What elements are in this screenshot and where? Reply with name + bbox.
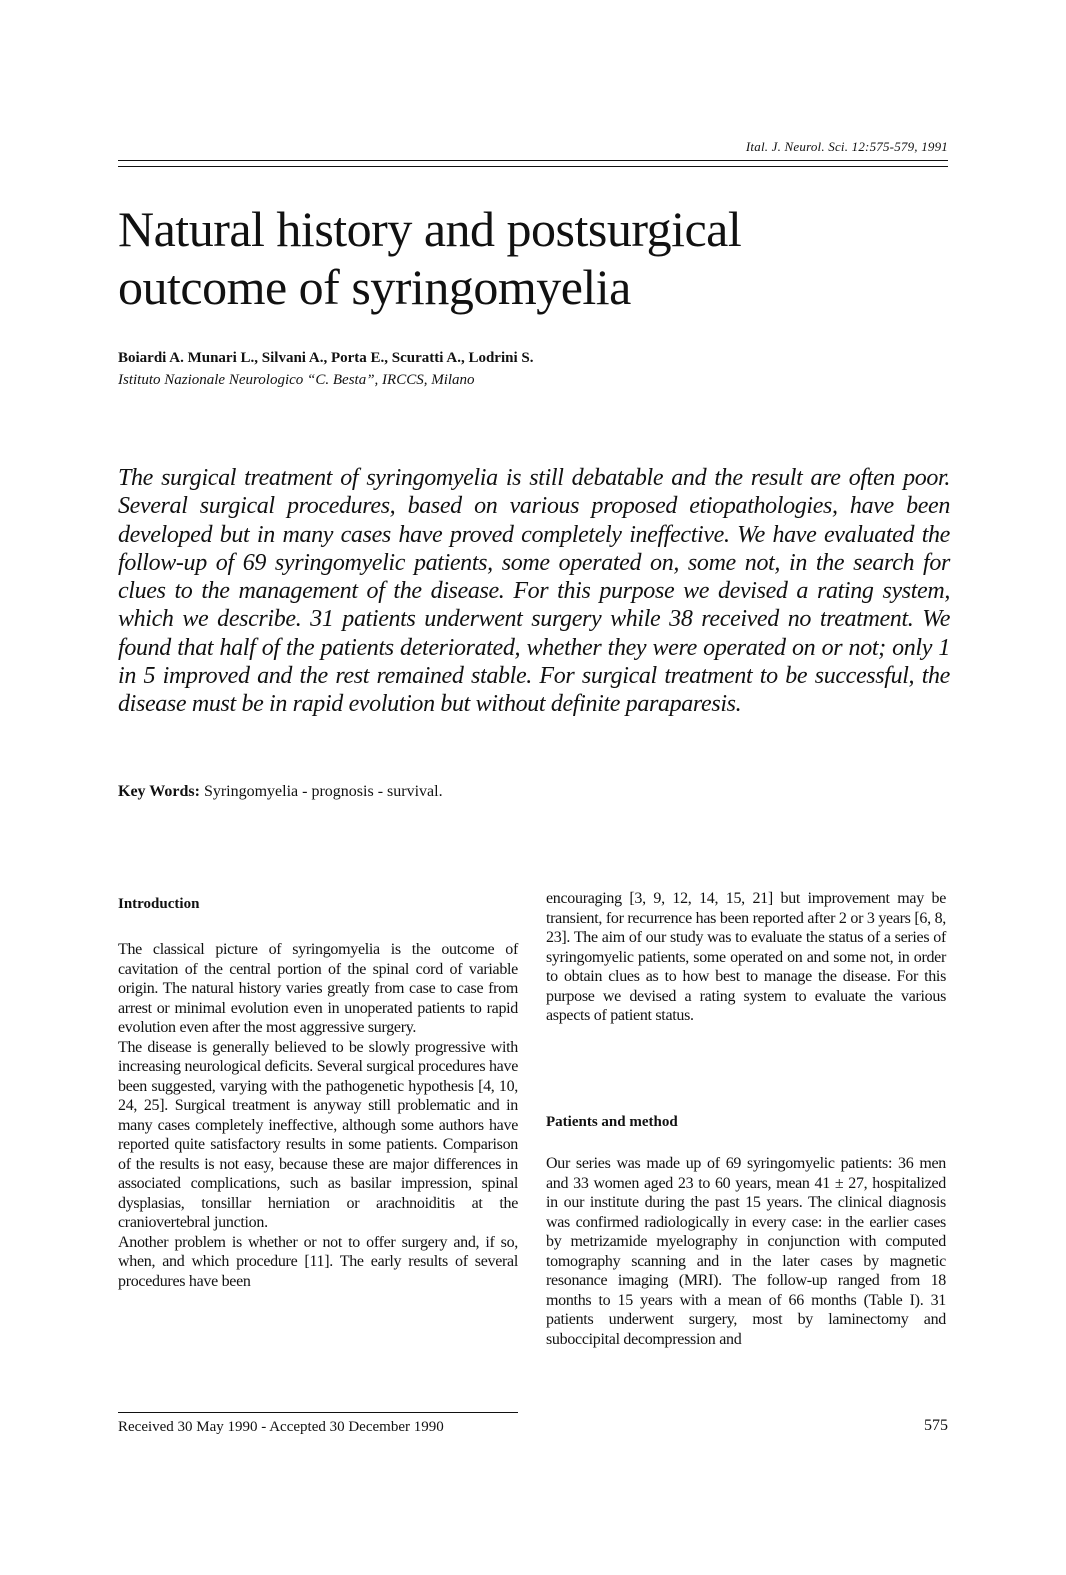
- introduction-continuation: encouraging [3, 9, 12, 14, 15, 21] but improvement may be transient, for recurrence has been reported after 2 or 3 years [6, 8, 23]. The aim of our study was to evaluate the status of a series of syringomyelic patients, some operated on and some not, in order to obtain clues as to how best to manage the disease. For this purpose we devised a rating system to evaluate the various aspects of patient status.: [546, 890, 946, 1024]
- methods-paragraph-1: Our series was made up of 69 syringomyelic patients: 36 men and 33 women aged 23 to 60 years, mean 41 ± 27, hospitalized in our institute during the past 15 years. The clinical diagnosis was confirmed radiologically in every case: in the earlier cases by metrizamide myelography in conjunction with computed tomography scanning and in the later cases by magnetic resonance imaging (MRI). The follow-up ranged from 18 months to 15 years with a mean of 66 months (Table I). 31 patients underwent surgery, most by laminectomy and suboccipital decompression and: [546, 1155, 946, 1348]
- introduction-column: [118, 940, 518, 1291]
- authors: Boiardi A. Munari L., Silvani A., Porta E., Scuratti A., Lodrini S.: [118, 350, 534, 366]
- methods-heading: Patients and method: [546, 1114, 678, 1130]
- introduction-continuation-column: [546, 889, 946, 1026]
- page-number: 575: [924, 1417, 948, 1434]
- header-rule-bottom: [118, 166, 948, 167]
- footer-rule: [118, 1412, 518, 1413]
- keywords-value: Syringomyelia - prognosis - survival.: [199, 783, 443, 800]
- affiliation: Istituto Nazionale Neurologico “C. Besta”, IRCCS, Milano: [118, 372, 475, 388]
- introduction-paragraph-1: The classical picture of syringomyelia is the outcome of cavitation of the central portion of the spinal cord of variable origin. The natural history varies greatly from case to case from arrest or minimal evolution even in unoperated patients to rapid evolution even after the most aggressive surgery.: [118, 941, 518, 1036]
- header-rule-top: [118, 160, 948, 161]
- title-line-1: Natural history and postsurgical: [118, 201, 742, 257]
- keywords: [118, 783, 443, 801]
- abstract: The surgical treatment of syringomyelia is still debatable and the result are often poor. Several surgical procedures, based on various proposed etiopathologies, have been developed but in many cases have proved completely ineffective. We have evaluated the follow-up of 69 syringomyelic patients, some operated on, some not, in the search for clues to the management of the disease. For this purpose we devised a rating system, which we describe. 31 patients underwent surgery while 38 received no treatment. We found that half of the patients deteriorated, whether they were operated on or not; only 1 in 5 improved and the rest remained stable. For surgical treatment to be successful, the disease must be in rapid evolution but without definite paraparesis.: [118, 465, 950, 718]
- introduction-heading: Introduction: [118, 896, 200, 912]
- methods-column: [546, 1154, 946, 1349]
- received-dates: Received 30 May 1990 - Accepted 30 December 1990: [118, 1419, 444, 1435]
- article-title: [118, 200, 948, 316]
- journal-reference: Ital. J. Neurol. Sci. 12:575-579, 1991: [745, 139, 948, 154]
- title-line-2: outcome of syringomyelia: [118, 259, 631, 315]
- introduction-paragraph-2: The disease is generally believed to be slowly progressive with increasing neurological deficits. Several surgical procedures have been suggested, varying with the pathogenetic hypothesis [4, 10, 24, 25]. Surgical treatment is anyway still problematic and in many cases completely ineffective, although some authors have reported quite satisfactory results in some patients. Comparison of the results is not easy, because these are major differences in associated complications, such as basilar impression, spinal dysplasias, tonsillar herniation or arachnoiditis at the craniovertebral junction.: [118, 1038, 518, 1231]
- keywords-label: Key Words:: [118, 783, 200, 800]
- introduction-paragraph-3: Another problem is whether or not to offer surgery and, if so, when, and which procedure [11]. The early results of several procedures have been: [118, 1233, 518, 1290]
